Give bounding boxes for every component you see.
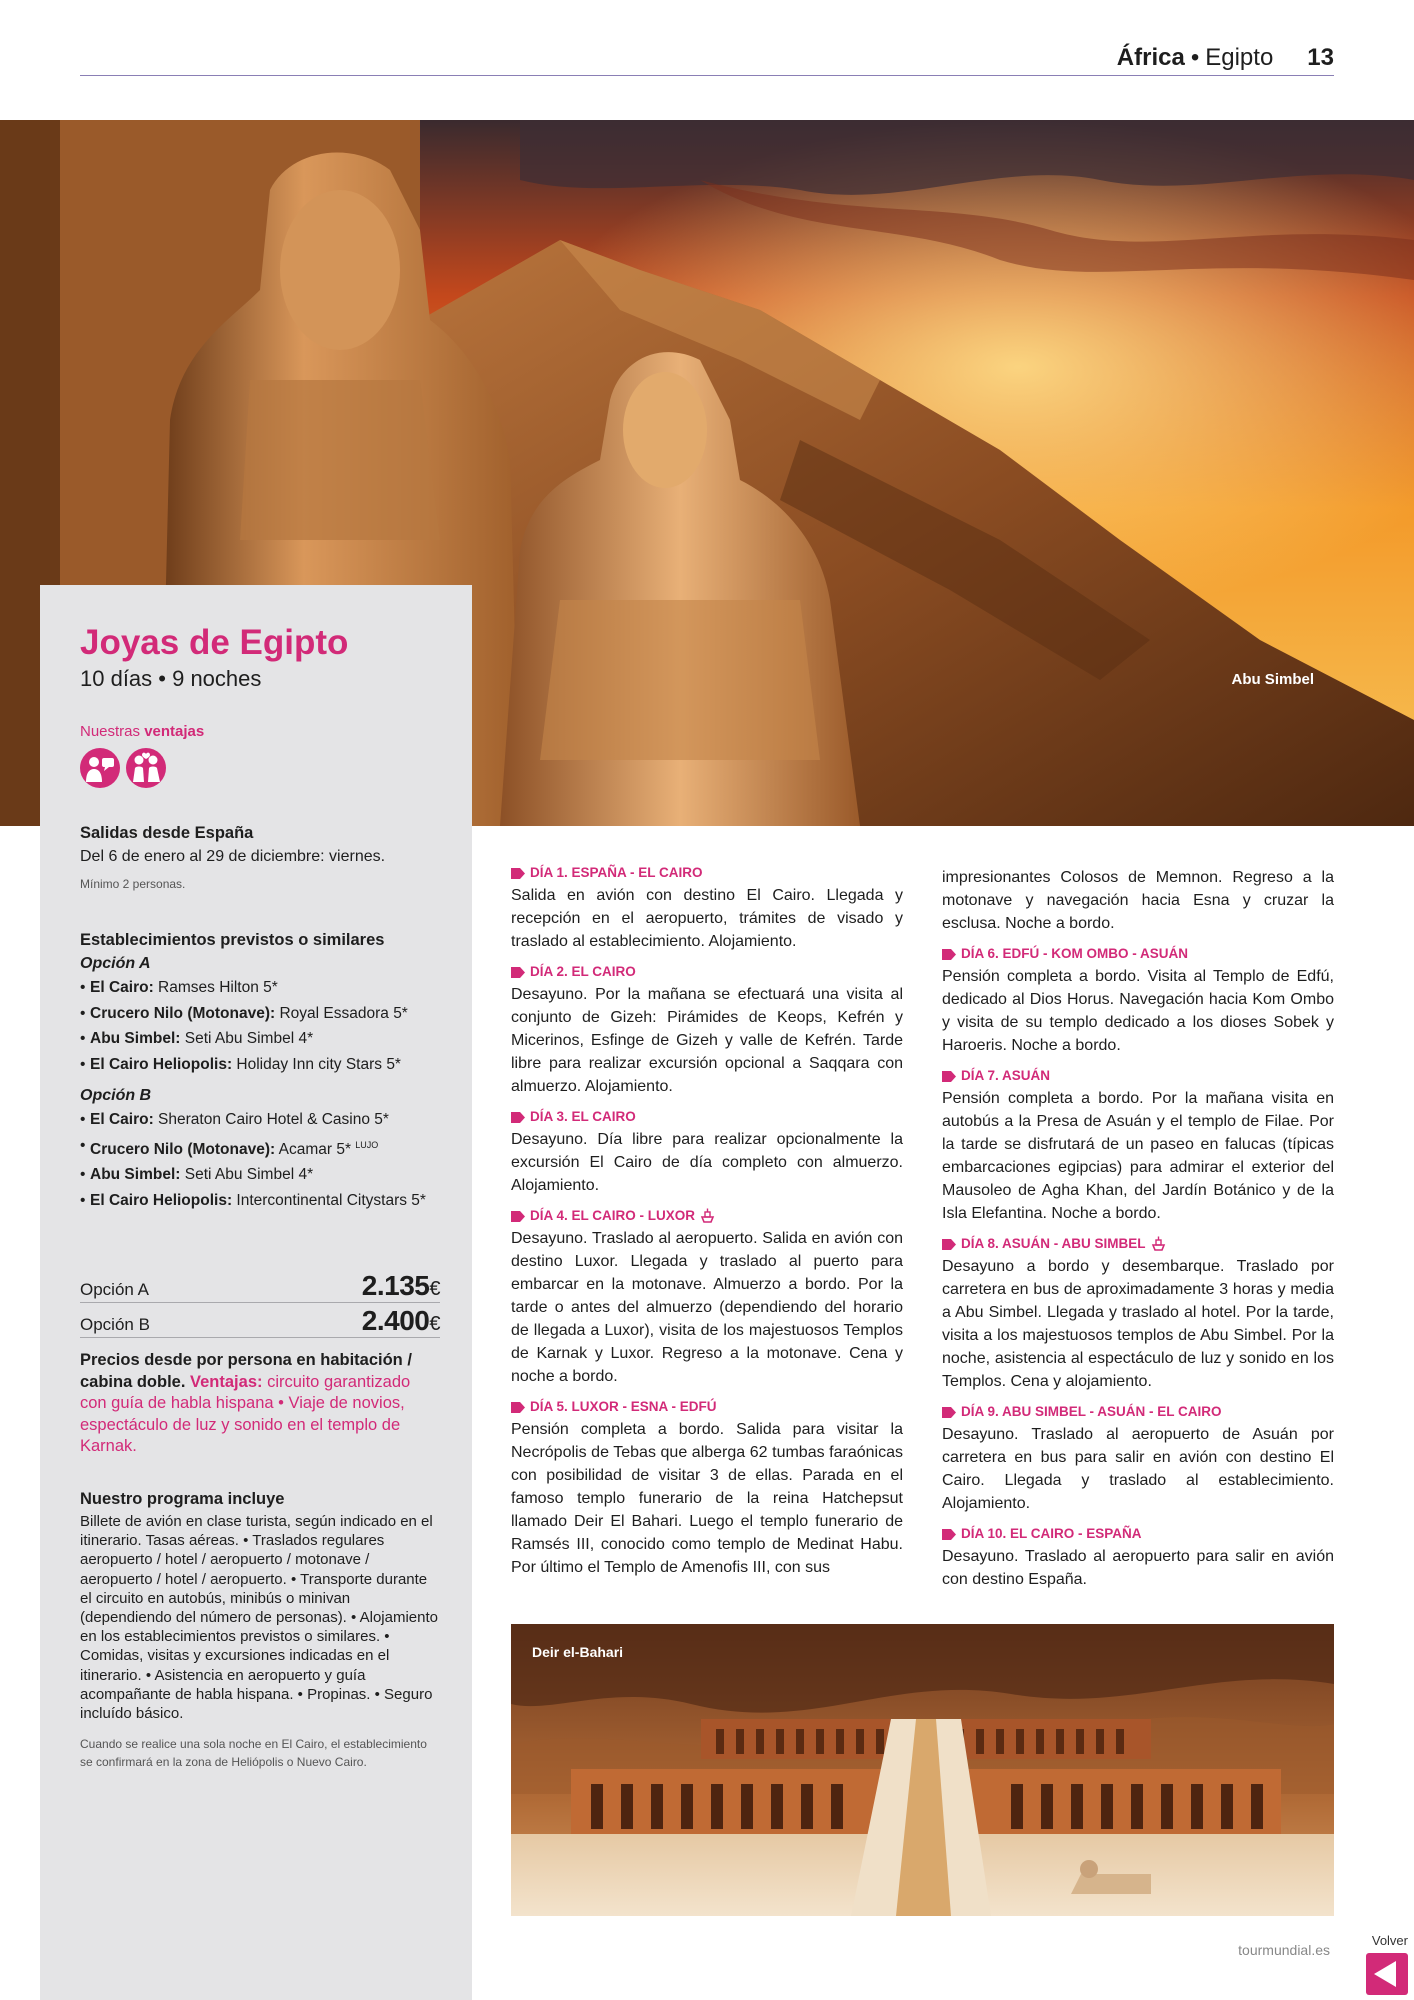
back-arrow-icon[interactable] — [1366, 1953, 1408, 1995]
arrow-icon — [511, 1112, 525, 1123]
includes-section — [80, 1488, 440, 1771]
arrow-icon — [942, 1529, 956, 1540]
itinerary-day: DÍA 4. EL CAIRO - LUXOR Desayuno. Traslado al aeropuerto. Salida en avión con destino Luxor. Llegada y traslado al puerto para embarcar en la motonave. Almuerzo a bordo. Por la tarde o antes del almuerzo (dependiendo del horario de llegada a Luxor), visita de los majestuosos Templos de Karnak y Luxor. Regreso a la motonave. Cena y noche a bordo. — [511, 1208, 903, 1385]
itinerary-day: DÍA 10. EL CAIRO - ESPAÑA Desayuno. Traslado al aeropuerto para salir en avión con destino España. — [942, 1526, 1334, 1588]
arrow-icon — [942, 949, 956, 960]
tour-title: Joyas de Egipto — [80, 623, 349, 662]
itinerary-day: DÍA 8. ASUÁN - ABU SIMBEL Desayuno a bordo y desembarque. Traslado por carretera en bus de aproximadamente 3 horas y media a Abu Simbel. Llegada y traslado al hotel. Por la tarde, visita a los majestuosos templos de Abu Simbel. Por la noche, asistencia al espectáculo de luz y sonido en los Templos. Cena y alojamiento. — [942, 1236, 1334, 1390]
advantages-icons — [80, 748, 440, 788]
page-header — [80, 44, 1334, 76]
honeymoon-icon — [126, 748, 166, 788]
price-value: 2.135€ — [361, 1270, 440, 1301]
price-value: 2.400€ — [361, 1305, 440, 1336]
arrow-icon — [511, 967, 525, 978]
prices-section — [80, 1268, 440, 1458]
sidebar — [40, 585, 472, 2000]
list-item: • El Cairo Heliopolis: Holiday Inn city Stars 5* — [80, 1052, 440, 1078]
list-item: • El Cairo Heliopolis: Intercontinental Citystars 5* — [80, 1188, 440, 1214]
boat-icon — [700, 1208, 715, 1224]
itinerary-day: DÍA 3. EL CAIRO Desayuno. Día libre para realizar opcionalmente la excursión El Cairo de día completo con almuerzo. Alojamiento. — [511, 1109, 903, 1194]
list-item: • Abu Simbel: Seti Abu Simbel 4* — [80, 1026, 440, 1052]
tour-duration: 10 días • 9 noches — [80, 666, 262, 691]
itinerary-day: DÍA 7. ASUÁN Pensión completa a bordo. Por la mañana visita en autobús a la Presa de Asuán y el templo de Filae. Por la tarde se disfrutará de un paseo en falucas (típicas embarcaciones egipcias) para admirar el exterior del Mausoleo de Agha Khan, del Jardín Botánico y de la Isla Elefantina. Noche a bordo. — [942, 1068, 1334, 1222]
includes-text: Billete de avión en clase turista, según indicado en el itinerario. Tasas aéreas. • Traslados regulares aeropuerto / hotel / aeropuerto / motonave / aeropuerto / hotel / aeropuerto. • Transporte durante el circuito en autobús, minibús o minivan (dependiendo del número de personas). • Alojamiento en los establecimientos previstos o similares. • Comidas, visitas y excursiones indicadas en el itinerario. • Asistencia en aeropuerto y guía acompañante de habla hispana. • Propinas. • Seguro incluído básico. — [80, 1513, 438, 1723]
arrow-icon — [942, 1407, 956, 1418]
itinerary-day: DÍA 2. EL CAIRO Desayuno. Por la mañana se efectuará una visita al conjunto de Gizeh: Pirámides de Keops, Kefrén y Micerinos, Esfinge de Gizeh y valle de Kefrén. Tarde libre para realizar excursión opcional a Saqqara con almuerzo. Alojamiento. — [511, 964, 903, 1095]
price-row — [80, 1303, 440, 1338]
min-people: Mínimo 2 personas. — [80, 877, 186, 891]
deir-el-bahari-image — [511, 1624, 1334, 1916]
header-breadcrumb: África • Egipto 13 — [1116, 44, 1334, 71]
itinerary-day-continued: impresionantes Colosos de Memnon. Regreso a la motonave y navegación hacia Esna y cruzar la esclusa. Noche a bordo. — [942, 869, 1334, 932]
option-a-hotels — [80, 975, 440, 1077]
option-a-title: Opción A — [80, 955, 151, 972]
itinerary-day: DÍA 5. LUXOR - ESNA - EDFÚ Pensión completa a bordo. Salida para visitar la Necrópolis de Tebas que alberga 62 tumbas faraónicas con posibilidad de visitar 3 de ellas. Parada en el famoso templo funerario de la reina Hatchepsut llamado Deir El Bahari. Luego el templo funerario de Ramsés III, conocido como templo de Medinat Habu. Por último el Templo de Amenofis III, con sus — [511, 1399, 903, 1576]
list-item: • Abu Simbel: Seti Abu Simbel 4* — [80, 1162, 440, 1188]
price-row — [80, 1268, 440, 1303]
back-button[interactable] — [1358, 1933, 1414, 2000]
departures-section — [80, 822, 440, 893]
price-note: Precios desde por persona en habitación / cabina doble. Ventajas: circuito garantizado con guía de habla hispana • Viaje de novios, espectáculo de luz y sonido en el templo de Karnak. — [80, 1351, 412, 1455]
temple-image — [511, 1624, 1334, 1916]
advantages-label: Nuestras ventajas — [80, 723, 205, 740]
list-item: • El Cairo: Sheraton Cairo Hotel & Casino 5* — [80, 1107, 440, 1133]
includes-title: Nuestro programa incluye — [80, 1490, 285, 1508]
itinerary-column-1 — [511, 864, 903, 1589]
itinerary-column-2 — [942, 866, 1334, 1601]
list-item: • Crucero Nilo (Motonave): Royal Essadora 5* — [80, 1001, 440, 1027]
arrow-icon — [511, 868, 525, 879]
itinerary-day: DÍA 1. ESPAÑA - EL CAIRO Salida en avión con destino El Cairo. Llegada y recepción en el aeropuerto, trámites de visado y traslado al establecimiento. Alojamiento. — [511, 865, 903, 950]
itinerary-day: DÍA 6. EDFÚ - KOM OMBO - ASUÁN Pensión completa a bordo. Visita al Templo de Edfú, dedicado al Dios Horus. Navegación hacia Kom Ombo y visita de su templo dedicado a los dioses Sobek y Haroeris. Noche a bordo. — [942, 946, 1334, 1054]
arrow-icon — [511, 1402, 525, 1413]
hero-caption: Abu Simbel — [1231, 671, 1314, 688]
departures-title: Salidas desde España — [80, 824, 254, 842]
itinerary-day: DÍA 9. ABU SIMBEL - ASUÁN - EL CAIRO Desayuno. Traslado al aeropuerto de Asuán por carretera en bus para salir en avión con destino El Cairo. Llegada y traslado al establecimiento. Alojamiento. — [942, 1404, 1334, 1512]
arrow-icon — [511, 1211, 525, 1222]
header-region: África — [1116, 44, 1185, 71]
establishments-title: Establecimientos previstos o similares — [80, 931, 385, 949]
boat-icon — [1151, 1236, 1166, 1252]
option-b-title: Opción B — [80, 1087, 152, 1104]
departures-text: Del 6 de enero al 29 de diciembre: viernes. — [80, 848, 386, 865]
list-item: • Crucero Nilo (Motonave): Acamar 5* $^{LUJO}$ — [80, 1133, 440, 1163]
price-label: Opción A — [80, 1280, 149, 1299]
header-country: Egipto — [1205, 44, 1274, 71]
includes-footnote: Cuando se realice una sola noche en El Cairo, el establecimiento se confirmará en la zona de Heliópolis o Nuevo Cairo. — [80, 1737, 427, 1770]
photo2-caption: Deir el-Bahari — [532, 1644, 624, 1660]
arrow-icon — [942, 1239, 956, 1250]
arrow-icon — [942, 1071, 956, 1082]
back-label: Volver — [1371, 1933, 1408, 1948]
guide-icon — [80, 748, 120, 788]
list-item: • El Cairo: Ramses Hilton 5* — [80, 975, 440, 1001]
option-b-hotels — [80, 1107, 440, 1214]
footer-url[interactable]: tourmundial.es — [1238, 1942, 1330, 1958]
page-number: 13 — [1307, 44, 1334, 71]
price-label: Opción B — [80, 1315, 150, 1334]
establishments-section — [80, 929, 440, 1214]
